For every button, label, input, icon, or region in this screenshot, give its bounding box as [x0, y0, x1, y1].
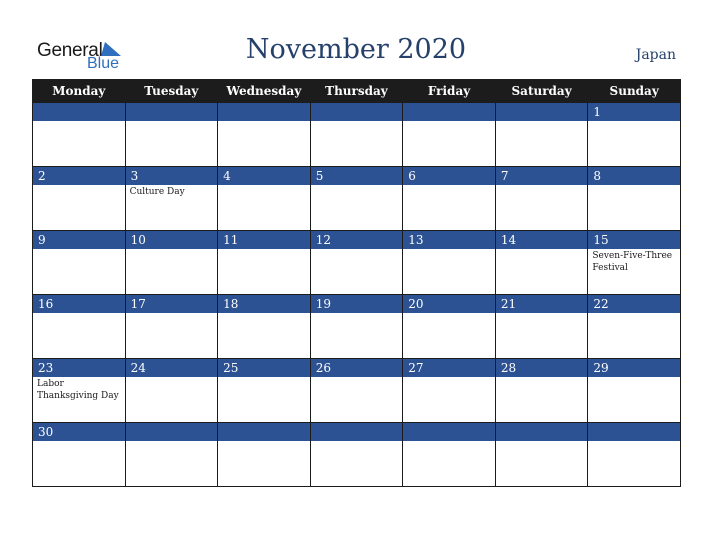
day-number: 2 [33, 167, 125, 185]
weekday-header: Friday [403, 80, 496, 103]
day-number: 16 [33, 295, 125, 313]
day-cell [33, 295, 126, 359]
day-cell [33, 103, 126, 167]
day-cell [218, 359, 311, 423]
day-cell [310, 423, 403, 487]
page-title: November 2020 [245, 34, 467, 65]
day-cell [403, 103, 496, 167]
day-number: 30 [33, 423, 125, 441]
day-number: 29 [588, 359, 680, 377]
holiday-label: Culture Day [129, 187, 185, 197]
day-number: 1 [588, 103, 680, 121]
day-cell [33, 423, 126, 487]
day-cell [310, 103, 403, 167]
day-cell [310, 359, 403, 423]
day-number: 7 [496, 167, 588, 185]
day-number: 15 [588, 231, 680, 249]
day-cell [403, 359, 496, 423]
day-cell [33, 231, 126, 295]
day-number: 17 [126, 295, 218, 313]
weekday-header-row [33, 80, 681, 103]
day-cell [495, 295, 588, 359]
day-number [311, 103, 403, 121]
day-number: 11 [218, 231, 310, 249]
day-number: 19 [311, 295, 403, 313]
day-number: 23 [33, 359, 125, 377]
day-cell [125, 359, 218, 423]
day-cell [588, 423, 681, 487]
day-cell [588, 231, 681, 295]
day-number: 22 [588, 295, 680, 313]
day-cell [218, 295, 311, 359]
day-cell [125, 231, 218, 295]
week-row [33, 423, 681, 487]
day-number [403, 423, 495, 441]
day-number [403, 103, 495, 121]
day-number: 20 [403, 295, 495, 313]
holiday-label: Seven-Five-Three Festival [592, 251, 673, 273]
day-number [496, 103, 588, 121]
logo-general-text: General [37, 40, 103, 61]
day-cell [403, 167, 496, 231]
day-number [218, 423, 310, 441]
day-cell [218, 423, 311, 487]
day-number: 24 [126, 359, 218, 377]
day-cell [33, 167, 126, 231]
day-number [496, 423, 588, 441]
day-cell [403, 231, 496, 295]
day-cell [310, 295, 403, 359]
weekday-header: Tuesday [125, 80, 218, 103]
calendar-grid [32, 79, 681, 487]
country-label: Japan [635, 47, 676, 63]
day-cell [218, 231, 311, 295]
day-number: 4 [218, 167, 310, 185]
day-cell [495, 103, 588, 167]
day-cell [218, 103, 311, 167]
day-cell [403, 295, 496, 359]
day-cell [495, 423, 588, 487]
day-cell [495, 359, 588, 423]
weekday-header: Monday [33, 80, 126, 103]
weekday-header: Wednesday [218, 80, 311, 103]
week-row [33, 167, 681, 231]
day-number [218, 103, 310, 121]
calendar-body [33, 103, 681, 487]
week-row [33, 231, 681, 295]
day-cell [588, 295, 681, 359]
day-cell [125, 103, 218, 167]
day-number: 28 [496, 359, 588, 377]
day-number: 14 [496, 231, 588, 249]
week-row [33, 359, 681, 423]
day-cell [310, 231, 403, 295]
day-number [126, 423, 218, 441]
day-number: 5 [311, 167, 403, 185]
day-cell [588, 359, 681, 423]
day-cell [310, 167, 403, 231]
day-cell [495, 231, 588, 295]
day-number [311, 423, 403, 441]
day-cell [588, 103, 681, 167]
day-number: 8 [588, 167, 680, 185]
day-number [126, 103, 218, 121]
day-number: 26 [311, 359, 403, 377]
day-cell [33, 359, 126, 423]
day-cell [125, 167, 218, 231]
day-cell [125, 423, 218, 487]
holiday-label: Labor Thanksgiving Day [37, 379, 119, 401]
weekday-header: Saturday [495, 80, 588, 103]
day-number: 25 [218, 359, 310, 377]
day-number: 18 [218, 295, 310, 313]
day-cell [218, 167, 311, 231]
day-cell [125, 295, 218, 359]
day-cell [403, 423, 496, 487]
week-row [33, 295, 681, 359]
day-number: 21 [496, 295, 588, 313]
day-cell [588, 167, 681, 231]
week-row [33, 103, 681, 167]
day-number: 9 [33, 231, 125, 249]
day-number: 3 [126, 167, 218, 185]
weekday-header: Thursday [310, 80, 403, 103]
day-number: 12 [311, 231, 403, 249]
day-cell [495, 167, 588, 231]
logo-blue-text: Blue [87, 55, 120, 72]
day-number [33, 103, 125, 121]
day-number: 6 [403, 167, 495, 185]
day-number: 27 [403, 359, 495, 377]
day-number [588, 423, 680, 441]
weekday-header: Sunday [588, 80, 681, 103]
day-number: 13 [403, 231, 495, 249]
day-number: 10 [126, 231, 218, 249]
